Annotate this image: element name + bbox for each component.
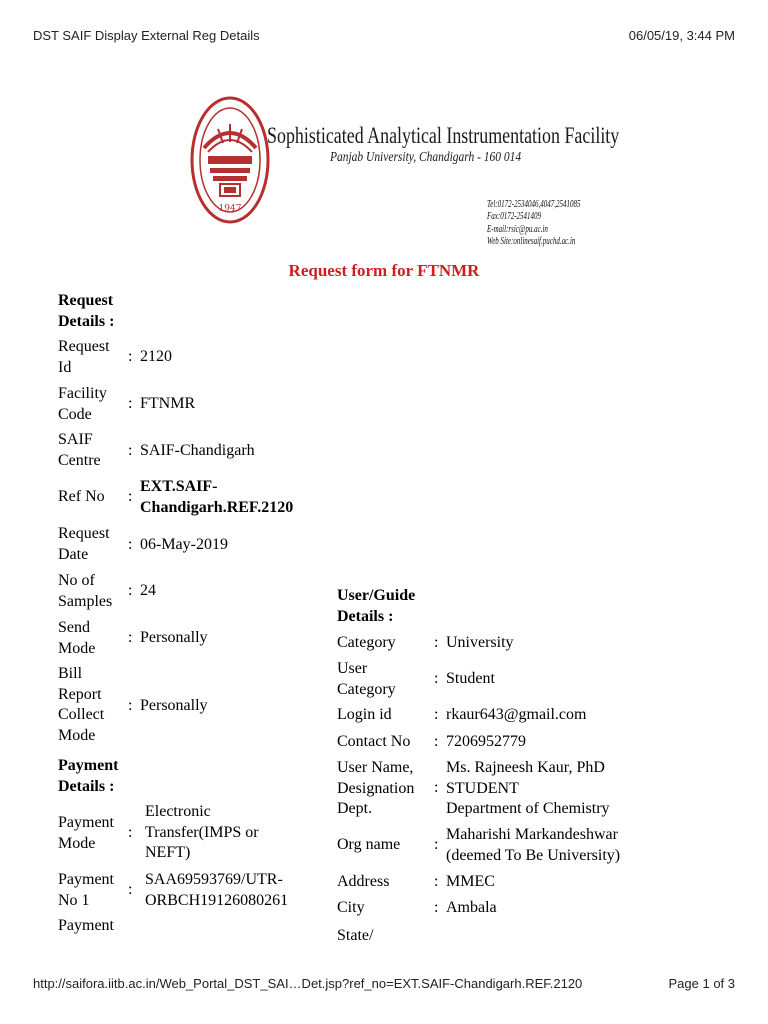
label-request-id: Request Id <box>58 338 110 376</box>
colon: : <box>128 348 133 365</box>
seal-year: 1947 <box>218 204 242 214</box>
label-payment-no-1: Payment No 1 <box>58 871 114 909</box>
print-header-title: DST SAIF Display External Reg Details <box>33 28 260 43</box>
label-request-date: Request Date <box>58 525 110 563</box>
colon: : <box>128 881 133 898</box>
value-ref-no: EXT.SAIF- Chandigarh.REF.2120 <box>140 478 294 516</box>
label-city: City <box>337 899 365 916</box>
label-saif-centre: SAIF Centre <box>58 431 101 469</box>
label-org-name: Org name <box>337 836 401 853</box>
colon: : <box>128 442 133 459</box>
contact-info <box>487 199 617 248</box>
value-org-name: Maharishi Markandeshwar (deemed To Be University) <box>446 826 621 864</box>
contact-tel: Tel:0172-2534046,4047,2541085 <box>487 199 581 210</box>
label-bill-report-collect-mode: Bill Report Collect Mode <box>58 665 105 744</box>
value-city: Ambala <box>446 899 497 916</box>
print-footer <box>0 976 768 994</box>
value-request-date: 06-May-2019 <box>140 536 228 553</box>
print-header-datetime: 06/05/19, 3:44 PM <box>628 28 735 43</box>
label-payment-mode: Payment Mode <box>58 814 114 852</box>
label-category: Category <box>337 634 396 651</box>
university-seal-icon <box>190 96 270 224</box>
colon: : <box>128 582 133 599</box>
value-request-id: 2120 <box>140 348 172 365</box>
colon: : <box>434 779 439 796</box>
label-payment: Payment <box>58 917 114 934</box>
print-footer-page: Page 1 of 3 <box>668 976 735 991</box>
label-facility-code: Facility Code <box>58 385 107 423</box>
colon: : <box>434 670 439 687</box>
colon: : <box>434 733 439 750</box>
value-bill-report-collect-mode: Personally <box>140 697 208 714</box>
value-saif-centre: SAIF-Chandigarh <box>140 442 255 459</box>
value-facility-code: FTNMR <box>140 395 196 412</box>
colon: : <box>128 488 133 505</box>
label-user-name: User Name, Designation Dept. <box>337 759 415 817</box>
payment-details-heading: Payment Details : <box>58 757 119 795</box>
colon: : <box>128 536 133 553</box>
colon: : <box>434 634 439 651</box>
colon: : <box>434 899 439 916</box>
contact-email: E-mail:rsic@pu.ac.in <box>487 223 548 235</box>
print-footer-url: http://saifora.iitb.ac.in/Web_Portal_DST_SAI…Det.jsp?ref_no=EXT.SAIF-Chandigarh.REF.2120 <box>33 976 583 991</box>
label-contact-no: Contact No <box>337 733 411 750</box>
label-state: State/ <box>337 927 374 944</box>
value-login-id: rkaur643@gmail.com <box>446 706 587 723</box>
user-details-heading: User/Guide Details : <box>337 587 416 625</box>
colon: : <box>434 836 439 853</box>
letterhead <box>190 96 620 256</box>
form-title: Request form for FTNMR <box>288 261 480 280</box>
contact-website: Web Site:onlinesaif.puchd.ac.in <box>487 235 576 247</box>
value-contact-no: 7206952779 <box>446 733 526 750</box>
label-address: Address <box>337 873 390 890</box>
colon: : <box>128 395 133 412</box>
value-payment-no-1: SAA69593769/UTR- ORBCH19126080261 <box>145 871 289 909</box>
label-ref-no: Ref No <box>58 488 105 505</box>
label-login-id: Login id <box>337 706 392 723</box>
value-user-category: Student <box>446 670 495 687</box>
label-send-mode: Send Mode <box>58 619 96 657</box>
value-category: University <box>446 634 514 651</box>
value-send-mode: Personally <box>140 629 208 646</box>
org-subtitle: Panjab University, Chandigarh - 160 014 <box>330 150 522 165</box>
print-header <box>0 28 768 46</box>
colon: : <box>128 697 133 714</box>
value-address: MMEC <box>446 873 495 890</box>
colon: : <box>434 873 439 890</box>
request-details-heading: Request Details : <box>58 292 115 330</box>
value-user-name: Ms. Rajneesh Kaur, PhD STUDENT Department of Chemistry <box>446 759 610 817</box>
value-no-of-samples: 24 <box>140 582 156 599</box>
value-payment-mode: Electronic Transfer(IMPS or NEFT) <box>145 803 259 861</box>
colon: : <box>128 629 133 646</box>
colon: : <box>128 824 133 841</box>
colon: : <box>434 706 439 723</box>
label-no-of-samples: No of Samples <box>58 572 113 610</box>
contact-fax: Fax:0172-2541409 <box>487 211 542 223</box>
org-title: Sophisticated Analytical Instrumentation Facility <box>267 123 620 148</box>
label-user-category: User Category <box>337 660 396 698</box>
